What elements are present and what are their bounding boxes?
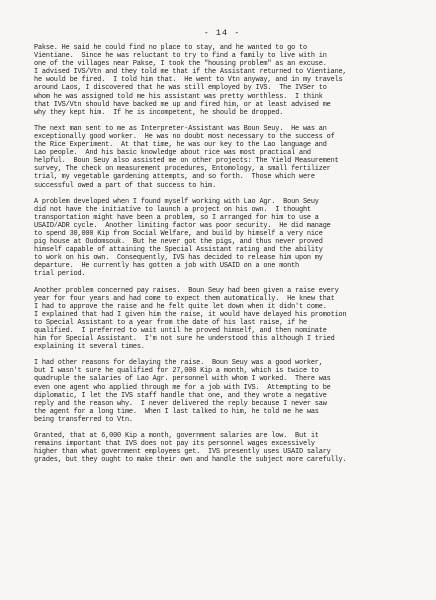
- text-line: pig house at Oudomsouk. But he never got the pigs, and thus never proved: [34, 238, 323, 247]
- text-line: the agent for a long time. When I last talked to him, he told me he was: [34, 407, 319, 416]
- paragraph: [34, 359, 410, 424]
- text-line: explaining it several times.: [34, 343, 145, 352]
- text-line: A problem developed when I found myself working with Lao Agr. Boun Seuy: [34, 197, 319, 206]
- text-line: remains important that IVS does not pay its personnel wages excessively: [34, 440, 315, 449]
- paragraph: [34, 198, 410, 279]
- text-line: USAID/ADR cycle. Another limiting factor was poor security. He did manage: [34, 221, 331, 230]
- text-line: Lao people. And his basic knowledge about rice was most practical and: [34, 149, 311, 158]
- text-line: grades, but they ought to make their own and handle the subject more carefully.: [34, 456, 347, 465]
- text-line: to spend 30,000 Kip from Social Welfare, and build by himself a very nice: [34, 229, 323, 238]
- text-line: transportation might have been a problem, so I arranged for him to use a: [34, 213, 319, 222]
- text-line: diplomatic, I let the IVS staff handle that one, and they wrote a negative: [34, 391, 327, 400]
- text-line: The next man sent to me as Interpreter-Assistant was Boun Seuy. He was an: [34, 124, 327, 133]
- paragraph: [34, 44, 410, 117]
- text-line: to Special Assistant to a year from the date of his last raise, if he: [34, 318, 307, 327]
- text-line: him for Special Assistant. I'm not sure he understood this although I tried: [34, 335, 335, 344]
- text-line: even one agent who applied through me for a job with IVS. Attempting to be: [34, 383, 331, 392]
- text-line: higher than what government employees get. IVS presently uses USAID salary: [34, 448, 331, 457]
- page-number: - 14 -: [203, 28, 241, 38]
- text-line: Granted, that at 6,000 Kip a month, government salaries are low. But it: [34, 432, 319, 441]
- text-line: the Rice Experiment. At that time, he was our key to the Lao language and: [34, 141, 327, 150]
- paragraph: [34, 432, 410, 464]
- text-line: being transferred to Vtn.: [34, 415, 133, 424]
- text-line: whom he was assigned told me his assistant was pretty worthless. I think: [34, 92, 323, 101]
- text-line: Another problem concerned pay raises. Boun Seuy had been given a raise every: [34, 286, 339, 295]
- text-line: departure. He currently has gotten a job with USAID on a one month: [34, 262, 299, 271]
- text-line: to work on his own. Consequently, IVS has decided to release him upon my: [34, 254, 323, 263]
- text-line: himself capable of attaining the Special Assistant rating and the ability: [34, 246, 323, 255]
- text-line: qualified. I preferred to wait until he proved himself, and then nominate: [34, 327, 327, 335]
- text-line: he would be fired. I told him that. He went to Vtn anyway, and in my travels: [34, 76, 343, 85]
- text-line: trial, my vegetable gardening attempts, and so forth. Those which were: [34, 173, 315, 182]
- text-line: one of the villages near Pakse, I took the "housing problem" as an excuse.: [34, 60, 327, 69]
- text-line: year for four years and had come to expect them automatically. He knew that: [34, 294, 335, 303]
- text-line: exceptionally good worker. He was no doubt most necessary to the success of: [34, 132, 335, 141]
- text-line: survey, The check on measurement procedures, Entomology, a small fertilizer: [34, 165, 331, 174]
- text-line: reply and the reason why. I never delivered the reply because I never saw: [34, 399, 327, 408]
- text-line: I had other reasons for delaying the raise. Boun Seuy was a good worker,: [34, 359, 323, 368]
- text-line: around Laos, I discovered that he was still employed by IVS. The IVSer to: [34, 84, 327, 93]
- text-line: Pakse. He said he could find no place to stay, and he wanted to go to: [34, 44, 307, 52]
- paragraph: [34, 125, 410, 190]
- text-line: helpful. Boun Seuy also assisted me on other projects: The Yield Measurement: [34, 157, 339, 166]
- text-line: trial period.: [34, 270, 86, 279]
- text-line: did not have the initiative to launch a project on his own. I thought: [34, 205, 311, 214]
- text-line: why they kept him. If he is incompetent, he should be dropped.: [34, 108, 284, 117]
- text-line: that IVS/Vtn should have backed me up and fired him, or at least advised me: [34, 100, 331, 109]
- document-body: [34, 44, 410, 464]
- text-line: I had to approve the raise and he felt quite let down when it didn't come.: [34, 302, 327, 311]
- text-line: successful owed a part of that success to him.: [34, 181, 216, 190]
- text-line: I advised IVS/Vtn and they told me that if the Assistant returned to Vientiane,: [34, 68, 347, 77]
- text-line: quadruple the salaries of Lao Agr. personnel with whom I worked. There was: [34, 375, 331, 384]
- text-line: I explained that had I given him the raise, it would have delayed his promotion: [34, 310, 347, 319]
- text-line: Vientiane. Since he was reluctant to try to find a family to live with in: [34, 52, 327, 61]
- paragraph: [34, 287, 410, 352]
- text-line: but I wasn't sure he qualified for 27,000 Kip a month, which is twice to: [34, 367, 319, 376]
